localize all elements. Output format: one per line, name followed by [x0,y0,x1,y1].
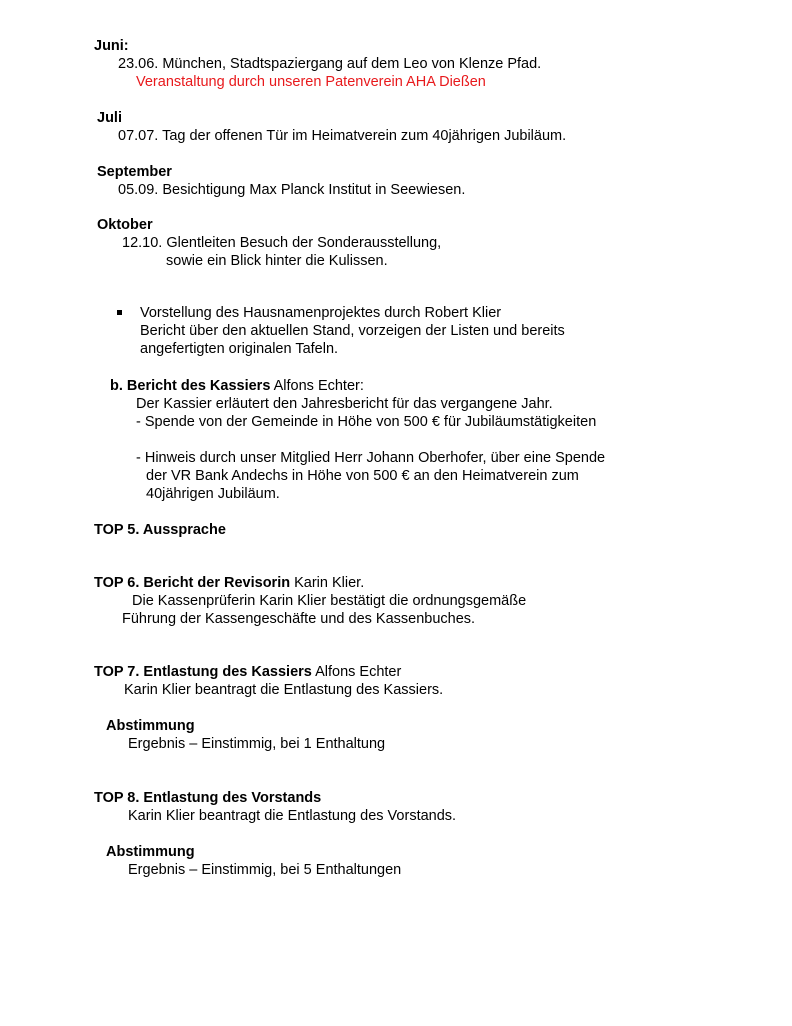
top8-line: Karin Klier beantragt die Entlastung des Vorstands. [128,808,457,824]
kassier-heading-bold: b. Bericht des Kassiers [110,378,271,394]
bullet-line-2: Bericht über den aktuellen Stand, vorzeigen der Listen und bereits [140,323,565,339]
top6-line-2: Führung der Kassengeschäfte und des Kassenbuches. [122,611,476,627]
kassier-line-3: - Hinweis durch unser Mitglied Herr Johann Oberhofer, über eine Spende [136,450,606,466]
top8-vote-result: Ergebnis – Einstimmig, bei 5 Enthaltungen [128,862,402,878]
september-heading: September [97,164,172,180]
top8-heading: TOP 8. Entlastung des Vorstands [94,790,322,806]
kassier-line: Der Kassier erläutert den Jahresbericht für das vergangene Jahr. [136,396,553,412]
kassier-heading [110,377,364,395]
top7-heading-name: Alfons Echter [311,664,402,680]
top5-heading: TOP 5. Aussprache [94,522,226,538]
top7-vote-heading: Abstimmung [106,718,195,734]
kassier-heading-name: Alfons Echter: [270,378,364,394]
top7-line: Karin Klier beantragt die Entlastung des Kassiers. [124,682,444,698]
top8-vote-heading: Abstimmung [106,844,195,860]
top6-heading-bold: TOP 6. Bericht der Revisorin [94,575,291,591]
bullet-line-3: angefertigten originalen Tafeln. [140,341,339,357]
kassier-line-4: der VR Bank Andechs in Höhe von 500 € an den Heimatverein zum [146,468,579,484]
top7-heading-bold: TOP 7. Entlastung des Kassiers [94,664,312,680]
juni-heading: Juni: [94,38,129,54]
juli-heading: Juli [97,110,122,126]
top6-heading [94,574,364,592]
square-bullet-icon [117,310,122,315]
kassier-line-2: - Spende von der Gemeinde in Höhe von 500 € für Jubiläumstätigkeiten [136,414,597,430]
kassier-line-5: 40jährigen Jubiläum. [146,486,280,502]
top6-line: Die Kassenprüferin Karin Klier bestätigt die ordnungsgemäße [132,593,527,609]
september-event-line: 05.09. Besichtigung Max Planck Institut in Seewiesen. [118,182,466,198]
bullet-line: Vorstellung des Hausnamenprojektes durch Robert Klier [140,305,502,321]
oktober-event-line: 12.10. Glentleiten Besuch der Sonderausstellung, [122,235,442,251]
oktober-heading: Oktober [97,217,153,233]
juli-event-line: 07.07. Tag der offenen Tür im Heimatverein zum 40jährigen Jubiläum. [118,128,567,144]
juni-event-line: 23.06. München, Stadtspaziergang auf dem Leo von Klenze Pfad. [118,56,542,72]
top6-heading-name: Karin Klier. [290,575,365,591]
top7-heading [94,663,401,681]
juni-event-note: Veranstaltung durch unseren Patenverein AHA Dießen [136,74,486,90]
top7-vote-result: Ergebnis – Einstimmig, bei 1 Enthaltung [128,736,386,752]
oktober-event-line-2: sowie ein Blick hinter die Kulissen. [166,253,388,269]
